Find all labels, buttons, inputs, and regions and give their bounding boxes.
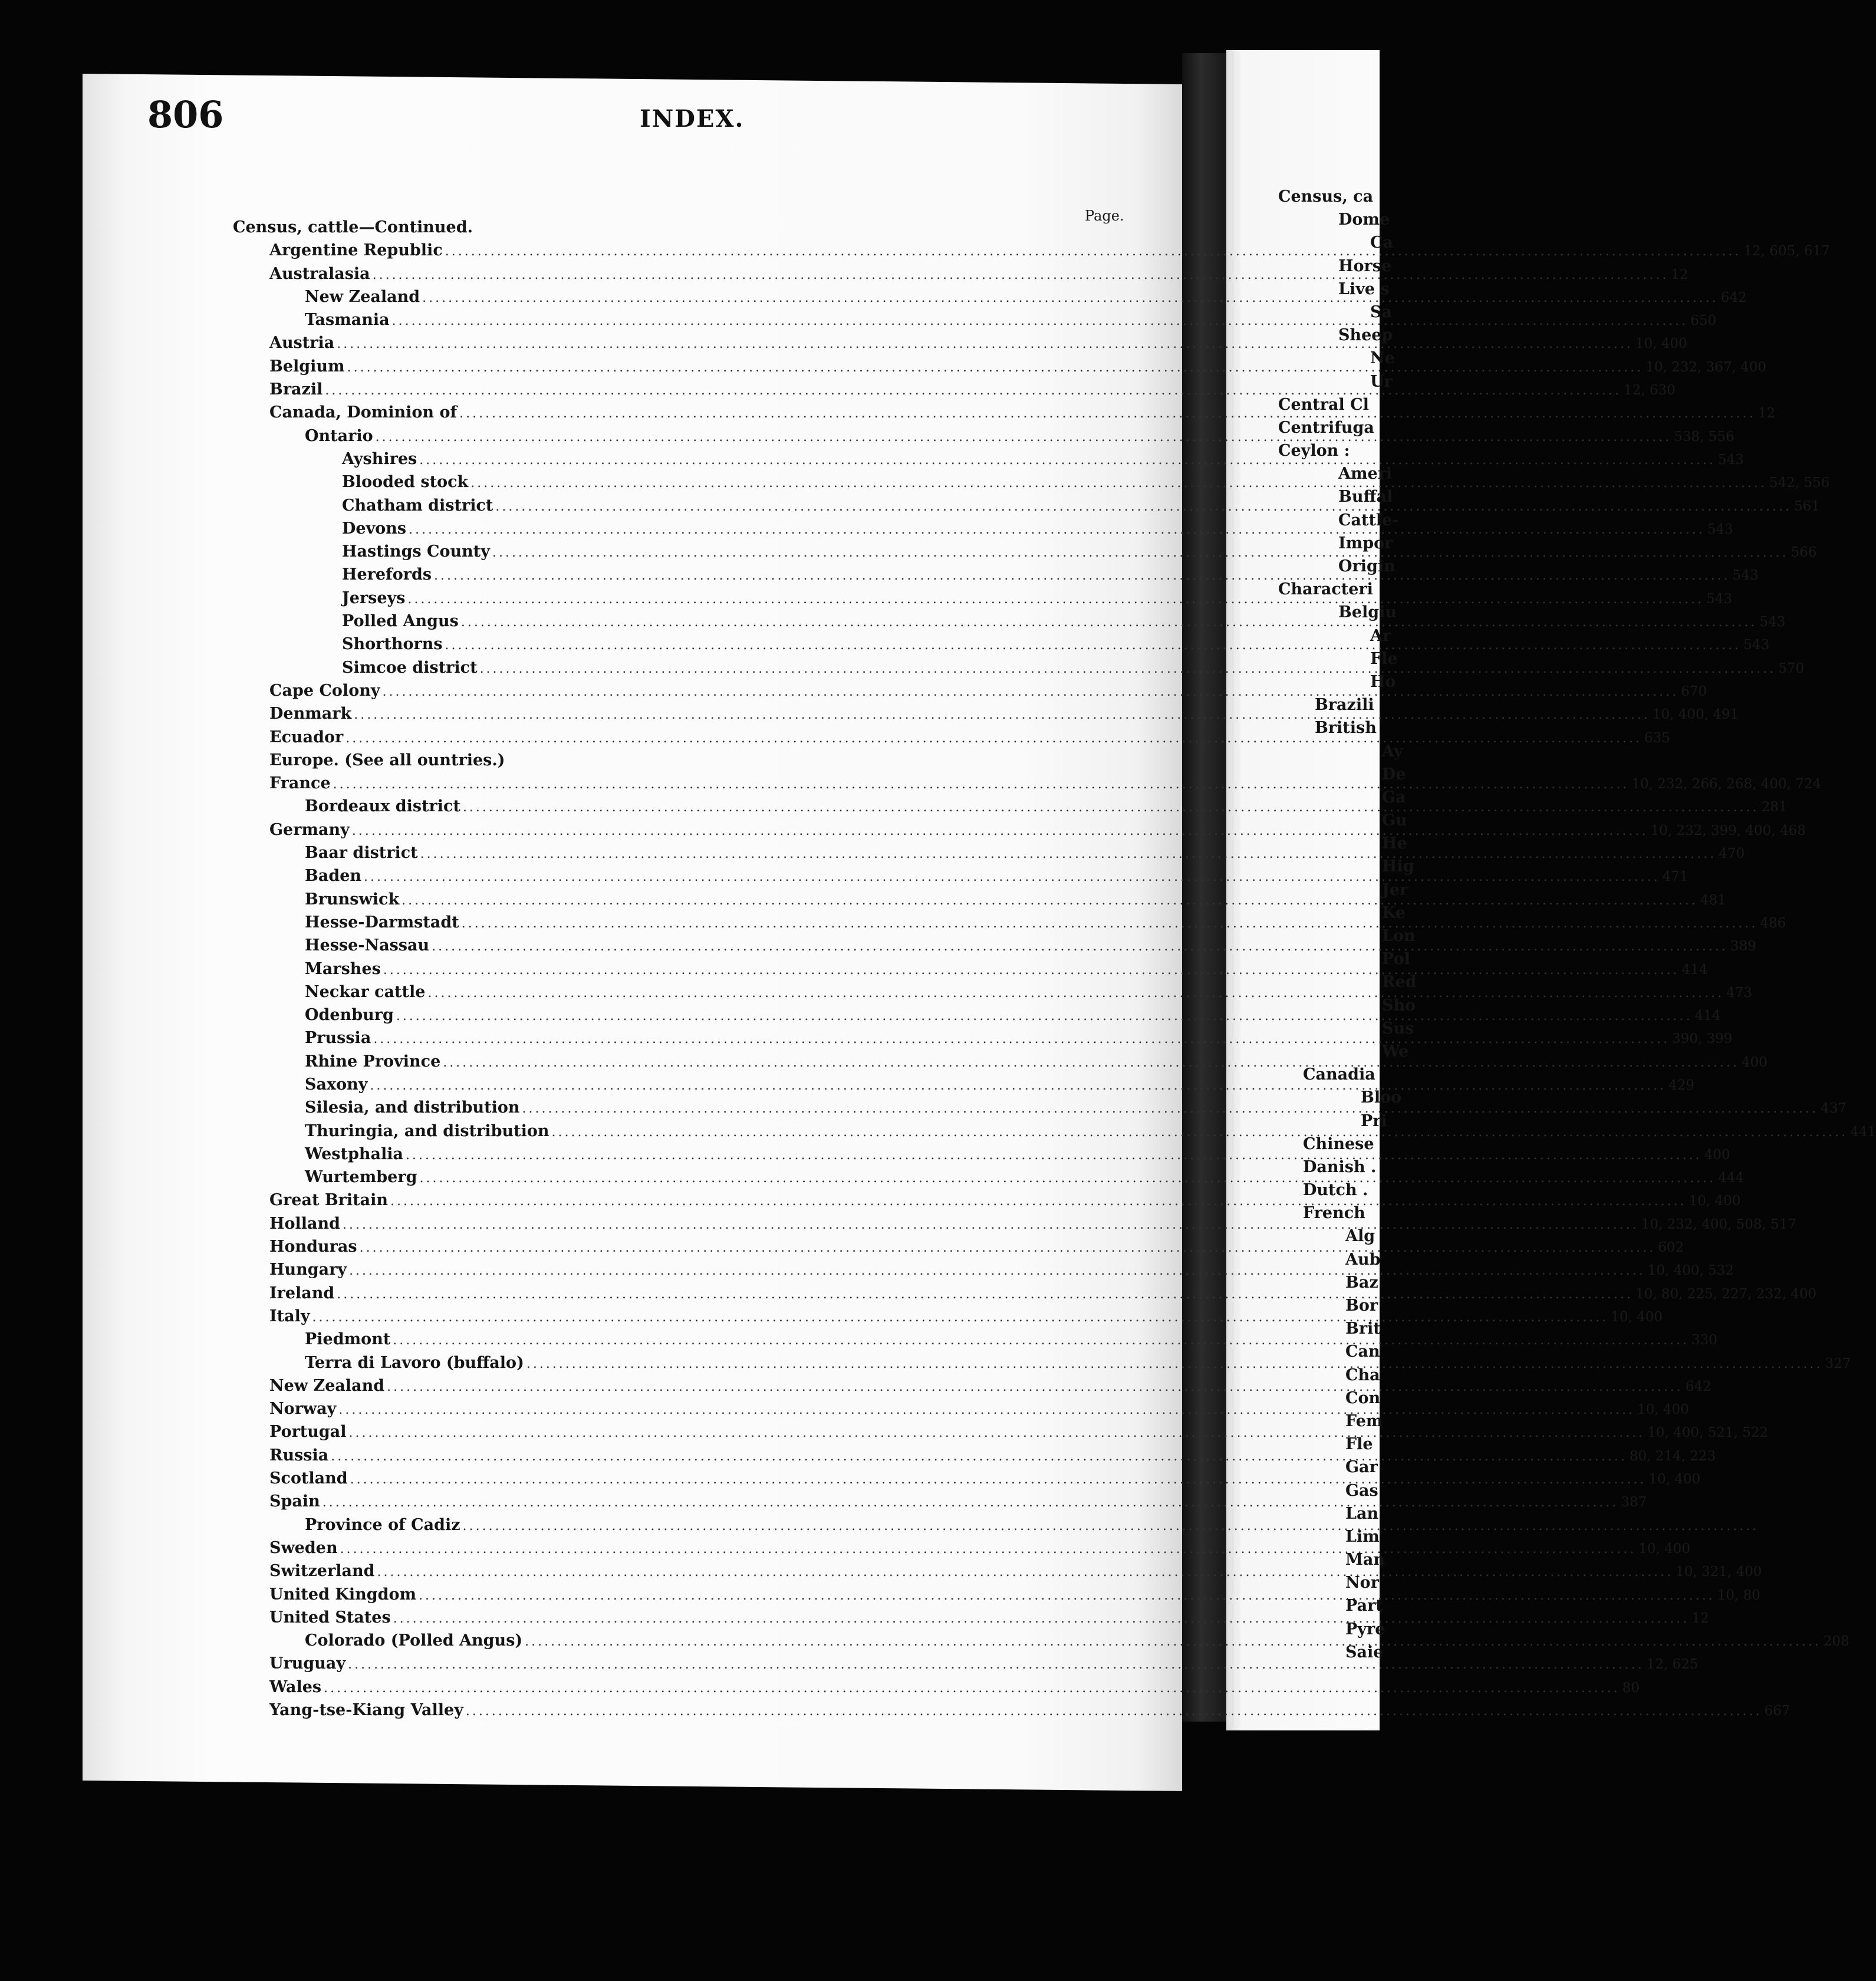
facing-page-entry: Bor bbox=[1345, 1296, 1378, 1315]
index-entry-pages: 650 bbox=[1690, 313, 1717, 329]
facing-page-entry: Nor bbox=[1345, 1574, 1379, 1592]
facing-page-entry: French bbox=[1303, 1204, 1365, 1223]
facing-page-entry: Centrifuga bbox=[1278, 418, 1374, 437]
index-entry-label: Hesse-Nassau bbox=[305, 936, 430, 955]
index-entry-pages: 10, 400 bbox=[1689, 1193, 1741, 1209]
index-entry bbox=[233, 1654, 1699, 1677]
index-entry-pages: 473 bbox=[1726, 985, 1752, 1001]
facing-page-entry: Bloo bbox=[1361, 1088, 1402, 1107]
index-entry-label: Sweden bbox=[269, 1538, 338, 1557]
index-entry-label: Baden bbox=[305, 867, 362, 886]
index-entry-label: Scotland bbox=[269, 1469, 348, 1488]
index-entry-label: Denmark bbox=[269, 705, 352, 723]
facing-page-entry: Characteri bbox=[1278, 580, 1373, 599]
facing-page-entry: Brazili bbox=[1315, 696, 1374, 715]
index-entry-pages: 486 bbox=[1760, 915, 1786, 931]
dot-leader bbox=[390, 1194, 1687, 1209]
dot-leader bbox=[419, 453, 1716, 468]
index-entry-label: France bbox=[269, 774, 331, 793]
index-entry-pages: 602 bbox=[1658, 1240, 1684, 1256]
facing-page-entry: Dome bbox=[1338, 210, 1390, 229]
index-entry-pages: 389 bbox=[1730, 939, 1756, 955]
page-number: 806 bbox=[147, 93, 224, 136]
index-entry-label: Shorthorns bbox=[342, 635, 443, 654]
index-entry-pages: 441 bbox=[1850, 1124, 1876, 1140]
dot-leader bbox=[349, 1263, 1645, 1278]
index-entry-pages: 635 bbox=[1644, 730, 1670, 746]
index-entry-label: Argentine Republic bbox=[269, 241, 443, 260]
dot-leader bbox=[393, 1611, 1690, 1626]
dot-leader bbox=[345, 731, 1642, 746]
index-entry-label: Portugal bbox=[269, 1423, 347, 1442]
facing-page-entry: Baz bbox=[1345, 1273, 1378, 1292]
page-heading: INDEX. bbox=[640, 105, 745, 133]
index-entry-pages: 10, 400 bbox=[1635, 336, 1687, 352]
index-entry-pages: 543 bbox=[1707, 521, 1733, 537]
dot-leader bbox=[522, 1101, 1819, 1116]
facing-page-entry: Con bbox=[1345, 1388, 1381, 1407]
index-entry-pages: 10, 400, 521, 522 bbox=[1647, 1425, 1769, 1441]
index-entry bbox=[233, 1701, 1791, 1724]
facing-page-entry: Ar bbox=[1370, 626, 1391, 645]
facing-page-entry: Origin bbox=[1338, 557, 1396, 575]
facing-page-entry: Fle bbox=[1370, 649, 1398, 668]
dot-leader bbox=[427, 986, 1724, 1001]
index-entry-label: Bordeaux district bbox=[305, 797, 460, 816]
index-entry-pages: 481 bbox=[1700, 892, 1726, 908]
index-entry-pages: 667 bbox=[1764, 1703, 1791, 1719]
index-entry-pages: 670 bbox=[1681, 683, 1707, 699]
facing-page-entry: Census, ca bbox=[1278, 187, 1374, 206]
facing-page-entry: Ne bbox=[1370, 349, 1395, 368]
dot-leader bbox=[463, 1519, 1759, 1534]
index-entry-label: United Kingdom bbox=[269, 1585, 417, 1604]
index-entry-label: Italy bbox=[269, 1307, 310, 1325]
facing-page-entry: Brit bbox=[1345, 1319, 1381, 1338]
index-entry-label: Wurtemberg bbox=[305, 1168, 417, 1187]
facing-page-entry: Fem bbox=[1345, 1411, 1383, 1430]
dot-leader bbox=[392, 314, 1689, 328]
dot-leader bbox=[373, 1032, 1670, 1047]
dot-leader bbox=[340, 1542, 1637, 1556]
facing-page-entry: British bbox=[1315, 719, 1377, 738]
dot-leader bbox=[348, 1657, 1644, 1672]
index-entry-pages: 10, 400 bbox=[1637, 1402, 1689, 1418]
dot-leader bbox=[462, 916, 1758, 931]
index-entry-pages: 387 bbox=[1621, 1495, 1647, 1511]
dot-leader bbox=[432, 939, 1728, 954]
dot-leader bbox=[312, 1310, 1609, 1325]
facing-page-entry: Red bbox=[1382, 973, 1417, 992]
index-entry-pages: 10, 400 bbox=[1648, 1472, 1701, 1488]
dot-leader bbox=[324, 1681, 1620, 1696]
index-entry-label: Norway bbox=[269, 1400, 337, 1419]
index-entry-label: Honduras bbox=[269, 1238, 357, 1256]
facing-page-entry: Sa bbox=[1370, 302, 1392, 321]
index-entry-label: Brazil bbox=[269, 380, 323, 399]
facing-page-entry: Man bbox=[1345, 1551, 1385, 1569]
index-entry-pages: 327 bbox=[1825, 1355, 1851, 1371]
facing-page-entry: Ca bbox=[1370, 233, 1393, 252]
index-entry-label: United States bbox=[269, 1608, 391, 1627]
index-entry-pages: 471 bbox=[1662, 869, 1689, 885]
index-entry-label: Piedmont bbox=[305, 1330, 391, 1349]
facing-page-entry: Belgiu bbox=[1338, 603, 1397, 622]
dot-leader bbox=[409, 522, 1705, 537]
facing-page-entry: Central Cl bbox=[1278, 395, 1369, 414]
index-entry-label: Brunswick bbox=[305, 890, 400, 909]
index-entry-label: Colorado (Polled Angus) bbox=[305, 1631, 523, 1650]
index-entry-label: Blooded stock bbox=[342, 473, 469, 492]
facing-page-entry: Gar bbox=[1345, 1458, 1378, 1477]
dot-leader bbox=[459, 406, 1756, 421]
facing-page-entry: He bbox=[1382, 834, 1407, 853]
index-entry bbox=[233, 1516, 1153, 1539]
index-entry-pages: 10, 400, 491 bbox=[1652, 707, 1739, 723]
index-entry-label: Ontario bbox=[305, 426, 373, 445]
index-entry-pages: 414 bbox=[1681, 962, 1708, 978]
index-entry-pages: 10, 232, 367, 400 bbox=[1645, 359, 1767, 375]
index-entry-label: Rhine Province bbox=[305, 1052, 441, 1071]
index-entry-label: Prussia bbox=[305, 1029, 371, 1048]
index-entry-label: Hastings County bbox=[342, 542, 490, 561]
facing-page-entry: Fle bbox=[1345, 1435, 1373, 1454]
dot-leader bbox=[354, 708, 1650, 722]
index-entry-pages: 566 bbox=[1791, 545, 1817, 561]
dot-leader bbox=[551, 1125, 1848, 1140]
dot-leader bbox=[407, 592, 1704, 607]
index-entry-label: Devons bbox=[342, 519, 407, 538]
index-entry-pages: 543 bbox=[1732, 568, 1759, 584]
facing-page-entry: Gu bbox=[1382, 811, 1407, 830]
dot-leader bbox=[480, 662, 1776, 676]
dot-leader bbox=[470, 476, 1767, 491]
dot-leader bbox=[383, 685, 1679, 699]
index-entry-label: Spain bbox=[269, 1492, 320, 1511]
index-entry-label: Ireland bbox=[269, 1284, 335, 1302]
facing-page-entry: Ay bbox=[1382, 742, 1403, 761]
index-entry-label: Canada, Dominion of bbox=[269, 403, 458, 422]
index-entry bbox=[233, 751, 1153, 774]
index-entry-pages: 12, 625 bbox=[1646, 1657, 1699, 1673]
dot-leader bbox=[401, 893, 1698, 908]
facing-page-entry: Lim bbox=[1345, 1527, 1380, 1546]
dot-leader bbox=[422, 291, 1719, 305]
facing-page-entry: Cattle- bbox=[1338, 511, 1399, 529]
index-entry-label: Westphalia bbox=[305, 1144, 403, 1163]
facing-page-entry: Live s bbox=[1338, 279, 1390, 298]
facing-page-entry: Sus bbox=[1382, 1019, 1414, 1038]
page-column-label: Page. bbox=[1085, 208, 1124, 224]
facing-page-entry: Lon bbox=[1382, 927, 1416, 945]
facing-page-entry: Hig bbox=[1382, 857, 1414, 876]
facing-page-entry: Impor bbox=[1338, 534, 1393, 552]
index-entry-pages: 543 bbox=[1717, 452, 1744, 468]
index-entry-label: New Zealand bbox=[305, 287, 420, 306]
dot-leader bbox=[331, 1449, 1627, 1464]
facing-page-entry: Pol bbox=[1382, 950, 1410, 969]
facing-page-entry: Aub bbox=[1345, 1250, 1381, 1269]
index-entry-label: Census, cattle—Continued. bbox=[233, 218, 473, 236]
index-entry-pages: 208 bbox=[1823, 1634, 1849, 1650]
dot-leader bbox=[347, 360, 1644, 375]
index-entry-label: Baar district bbox=[305, 844, 418, 863]
index-entry-pages: 570 bbox=[1778, 660, 1805, 676]
index-entry-pages: 10, 400 bbox=[1638, 1541, 1691, 1556]
dot-leader bbox=[364, 870, 1660, 884]
index-entry-pages: 542, 556 bbox=[1769, 475, 1830, 491]
dot-leader bbox=[325, 383, 1621, 398]
index-entry-label: Saxony bbox=[305, 1075, 368, 1094]
index-entry-label: Herefords bbox=[342, 565, 432, 584]
index-entry-label: Polled Angus bbox=[342, 612, 459, 631]
dot-leader bbox=[445, 638, 1742, 653]
dot-leader bbox=[360, 1240, 1656, 1255]
facing-page-entry: Horse bbox=[1338, 256, 1392, 275]
dot-leader bbox=[352, 824, 1648, 838]
index-entry-pages: 543 bbox=[1706, 591, 1732, 607]
facing-page-entry: Ceylon : bbox=[1278, 442, 1350, 460]
index-entry-label: Terra di Lavoro (buffalo) bbox=[305, 1353, 524, 1372]
index-entry-label: Austria bbox=[269, 334, 335, 353]
index-entry-pages: 642 bbox=[1685, 1378, 1712, 1394]
index-entry-label: Uruguay bbox=[269, 1654, 346, 1673]
index-entry-pages: 561 bbox=[1794, 498, 1820, 514]
facing-page-entry: Pri bbox=[1361, 1111, 1387, 1130]
facing-page-entry: Gas bbox=[1345, 1481, 1378, 1500]
index-entry-label: Silesia, and distribution bbox=[305, 1098, 520, 1117]
index-entry-label: Ecuador bbox=[269, 728, 344, 746]
dot-leader bbox=[373, 268, 1669, 282]
index-entry-label: Russia bbox=[269, 1446, 329, 1465]
index-entry-pages: 642 bbox=[1720, 289, 1747, 305]
index-entry-pages: 543 bbox=[1759, 614, 1786, 630]
index-entry-pages: 470 bbox=[1719, 846, 1745, 862]
facing-page-entry: Saie bbox=[1345, 1643, 1384, 1661]
dot-leader bbox=[377, 1565, 1673, 1579]
index-entry-pages: 10, 80, 225, 227, 232, 400 bbox=[1635, 1286, 1817, 1302]
index-entry-pages: 400 bbox=[1741, 1054, 1768, 1070]
index-entry-label: Cape Colony bbox=[269, 681, 380, 700]
index-entry-label: Wales bbox=[269, 1677, 322, 1696]
facing-page-entry: Buffal bbox=[1338, 488, 1393, 506]
index-entry bbox=[233, 218, 1153, 241]
facing-page-entry: Ameri bbox=[1338, 465, 1393, 483]
dot-leader bbox=[526, 1357, 1823, 1371]
dot-leader bbox=[419, 1171, 1716, 1186]
index-entry-label: Tasmania bbox=[305, 311, 390, 330]
index-entry-label: New Zealand bbox=[269, 1376, 385, 1395]
index-entry-pages: 80, 214, 223 bbox=[1629, 1448, 1716, 1464]
dot-leader bbox=[434, 568, 1730, 583]
dot-leader bbox=[333, 777, 1630, 792]
index-entry-pages: 12 bbox=[1691, 1610, 1709, 1626]
index-entry-label: Europe. (See all ountries.) bbox=[269, 751, 505, 769]
facing-page-entry: Chinese bbox=[1303, 1134, 1374, 1153]
facing-page-entry: Alg bbox=[1345, 1227, 1375, 1246]
dot-leader bbox=[387, 1380, 1683, 1394]
index-entry-pages: 12, 605, 617 bbox=[1743, 243, 1830, 259]
dot-leader bbox=[370, 1078, 1666, 1093]
index-entry-pages: 12, 630 bbox=[1624, 383, 1676, 399]
facing-page-entry: We bbox=[1382, 1042, 1409, 1061]
dot-leader bbox=[338, 1403, 1635, 1417]
dot-leader bbox=[419, 1588, 1715, 1603]
facing-page-entry: Pyre bbox=[1345, 1620, 1385, 1638]
index-entry bbox=[233, 1677, 1640, 1701]
index-entry-pages: 444 bbox=[1718, 1170, 1745, 1186]
facing-page-entry: Ur bbox=[1370, 372, 1393, 391]
facing-page-entry: Ga bbox=[1382, 788, 1406, 807]
facing-page-entry: Dutch . bbox=[1303, 1181, 1368, 1200]
facing-page-entry: Part bbox=[1345, 1597, 1383, 1615]
dot-leader bbox=[445, 244, 1742, 259]
facing-page-entry: Canadia bbox=[1303, 1065, 1375, 1084]
dot-leader bbox=[383, 963, 1680, 978]
facing-page-entry: De bbox=[1382, 765, 1406, 784]
dot-leader bbox=[495, 499, 1792, 514]
dot-leader bbox=[492, 545, 1789, 560]
index-entry-pages: 12 bbox=[1757, 406, 1776, 422]
facing-page-entry: Cha bbox=[1345, 1365, 1380, 1384]
dot-leader bbox=[463, 800, 1759, 815]
index-entry-pages: 10, 80 bbox=[1717, 1587, 1760, 1603]
index-entry-label: Simcoe district bbox=[342, 658, 478, 677]
index-entry-label: Ayshires bbox=[342, 449, 417, 468]
index-entry-label: Germany bbox=[269, 820, 350, 839]
dot-leader bbox=[396, 1009, 1693, 1024]
facing-page-entry: Jer bbox=[1382, 880, 1408, 899]
index-entry-pages: 10, 400 bbox=[1611, 1309, 1663, 1325]
index-entry-label: Marshes bbox=[305, 959, 381, 978]
index-entry-pages: 10, 232, 399, 400, 468 bbox=[1650, 822, 1806, 838]
index-entry-pages: 281 bbox=[1761, 799, 1788, 815]
index-entry-label: Thuringia, and distribution bbox=[305, 1121, 549, 1140]
index-entry-pages: 10, 232, 266, 268, 400, 724 bbox=[1631, 776, 1822, 792]
facing-page-entry: Sho bbox=[1382, 996, 1416, 1015]
index-entry-pages: 437 bbox=[1821, 1101, 1847, 1117]
index-entry-pages: 10, 400, 532 bbox=[1647, 1263, 1735, 1279]
dot-leader bbox=[350, 1472, 1647, 1487]
dot-leader bbox=[376, 430, 1672, 445]
index-entry-label: Holland bbox=[269, 1214, 341, 1233]
index-entry-pages: 538, 556 bbox=[1674, 429, 1735, 445]
index-entry-label: Jerseys bbox=[342, 588, 406, 607]
facing-page-entry: Sheep bbox=[1338, 326, 1393, 345]
index-entry-label: Switzerland bbox=[269, 1562, 375, 1581]
index-entry-label: Great Britain bbox=[269, 1191, 388, 1210]
dot-leader bbox=[343, 1217, 1639, 1232]
dot-leader bbox=[337, 337, 1633, 351]
index-entry-label: Neckar cattle bbox=[305, 982, 426, 1001]
index-entry-label: Province of Cadiz bbox=[305, 1515, 460, 1534]
dot-leader bbox=[337, 1287, 1633, 1302]
facing-page-entry-list bbox=[1227, 187, 1417, 1666]
index-entry-label: Odenburg bbox=[305, 1006, 394, 1025]
dot-leader bbox=[420, 847, 1717, 861]
dot-leader bbox=[393, 1333, 1689, 1348]
index-entry-label: Australasia bbox=[269, 264, 370, 283]
index-entry-label: Hesse-Darmstadt bbox=[305, 913, 459, 932]
dot-leader bbox=[322, 1495, 1619, 1510]
dot-leader bbox=[349, 1426, 1645, 1440]
facing-page-entry: Lan bbox=[1345, 1504, 1379, 1523]
index-entry-pages: 390, 399 bbox=[1671, 1031, 1733, 1047]
facing-page-entry: Ho bbox=[1370, 672, 1396, 691]
dot-leader bbox=[406, 1148, 1702, 1163]
index-entry-pages: 12 bbox=[1671, 266, 1689, 282]
dot-leader bbox=[466, 1704, 1762, 1719]
facing-page-entry: Can bbox=[1345, 1342, 1380, 1361]
index-entry-pages: 10, 232, 400, 508, 517 bbox=[1641, 1216, 1797, 1232]
index-entry-pages: 429 bbox=[1668, 1077, 1694, 1093]
dot-leader bbox=[525, 1634, 1821, 1649]
facing-page-entry: Danish . bbox=[1303, 1157, 1377, 1176]
dot-leader bbox=[461, 615, 1757, 630]
index-entry-label: Chatham district bbox=[342, 496, 493, 515]
index-entry-label: Yang-tse-Kiang Valley bbox=[269, 1701, 463, 1719]
index-entry-label: Hungary bbox=[269, 1261, 347, 1279]
index-entry-pages: 400 bbox=[1704, 1147, 1730, 1163]
index-entry-label: Belgium bbox=[269, 357, 345, 376]
facing-page-entry: Ke bbox=[1382, 903, 1406, 922]
index-entry-pages: 10, 321, 400 bbox=[1676, 1564, 1762, 1580]
dot-leader bbox=[443, 1055, 1739, 1070]
index-entry-pages: 80 bbox=[1622, 1680, 1640, 1696]
index-entry-pages: 414 bbox=[1694, 1008, 1721, 1024]
index-entry-pages: 543 bbox=[1743, 637, 1770, 653]
index-entry-pages: 330 bbox=[1691, 1332, 1717, 1348]
